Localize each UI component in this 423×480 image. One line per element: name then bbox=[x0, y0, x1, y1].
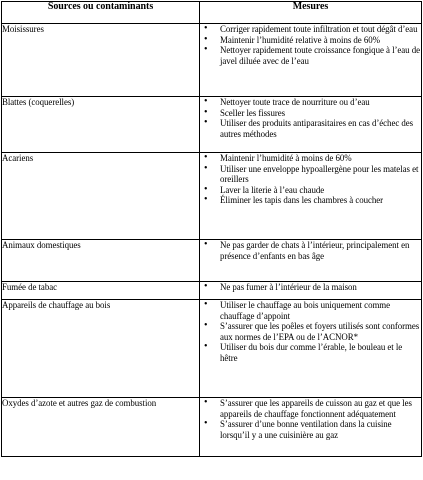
measure-item bbox=[200, 195, 421, 206]
bullet-icon: • bbox=[204, 183, 208, 195]
measure-text: Nettoyer rapidement toute croissance fongique à l’eau de javel diluée avec de l’eau bbox=[220, 45, 421, 66]
measures-cell bbox=[200, 282, 422, 300]
measures-cell bbox=[200, 153, 422, 240]
measure-item bbox=[200, 118, 421, 139]
measure-item bbox=[200, 185, 421, 196]
measures-table bbox=[1, 1, 422, 457]
bullet-icon: • bbox=[204, 33, 208, 45]
bullet-icon: • bbox=[204, 44, 208, 56]
measure-text: Maintenir l’humidité relative à moins de 60% bbox=[220, 34, 380, 45]
bullet-icon: • bbox=[204, 96, 208, 107]
measure-item bbox=[200, 398, 421, 419]
measure-item bbox=[200, 24, 421, 35]
bullet-icon: • bbox=[204, 194, 208, 206]
measure-item bbox=[200, 419, 421, 440]
bullet-icon: • bbox=[204, 162, 208, 174]
measure-text: Éliminer les tapis dans les chambres à coucher bbox=[220, 195, 384, 206]
measure-item bbox=[200, 282, 421, 293]
measures-list bbox=[200, 300, 421, 364]
measure-item bbox=[200, 240, 421, 261]
measure-text: Sceller les fissures bbox=[220, 107, 286, 118]
header-measures: Mesures bbox=[200, 2, 422, 24]
measure-text: S’assurer que les appareils de cuisson au gaz et que les appareils de chauffage fonctionnent adéquatement bbox=[220, 398, 412, 419]
measure-item bbox=[200, 45, 421, 66]
measures-cell bbox=[200, 97, 422, 153]
bullet-icon: • bbox=[204, 23, 208, 34]
bullet-icon: • bbox=[204, 397, 208, 408]
table-row bbox=[2, 24, 422, 97]
bullet-icon: • bbox=[204, 152, 208, 163]
measure-item bbox=[200, 342, 421, 363]
measures-list bbox=[200, 398, 421, 440]
table-row bbox=[2, 282, 422, 300]
measure-item bbox=[200, 108, 421, 119]
measures-list bbox=[200, 153, 421, 206]
source-cell: Oxydes d’azote et autres gaz de combustion bbox=[2, 398, 200, 457]
bullet-icon: • bbox=[204, 320, 208, 332]
measure-text: Laver la literie à l’eau chaude bbox=[220, 184, 325, 195]
measure-text: Corriger rapidement toute infiltration et tout dégât d’eau bbox=[220, 24, 418, 34]
table-row bbox=[2, 153, 422, 240]
source-cell: Moisissures bbox=[2, 24, 200, 97]
bullet-icon: • bbox=[204, 239, 208, 250]
measures-cell bbox=[200, 398, 422, 457]
measure-item bbox=[200, 321, 421, 342]
measures-list bbox=[200, 24, 421, 66]
bullet-icon: • bbox=[204, 341, 208, 353]
measures-list bbox=[200, 97, 421, 139]
table-row bbox=[2, 300, 422, 398]
measure-text: S’assurer que les poêles et foyers utilisés sont conformes aux normes de l’EPA ou de l’ACNOR* bbox=[220, 321, 420, 342]
measure-text: Ne pas garder de chats à l’intérieur, principalement en présence d’enfants en bas âge bbox=[220, 240, 410, 261]
source-cell: Appareils de chauffage au bois bbox=[2, 300, 200, 398]
measure-text: Utiliser du bois dur comme l’érable, le bouleau et le hêtre bbox=[220, 342, 403, 363]
bullet-icon: • bbox=[204, 281, 208, 292]
source-cell: Blattes (coquerelles) bbox=[2, 97, 200, 153]
measure-item bbox=[200, 153, 421, 164]
measure-item bbox=[200, 300, 421, 321]
measures-cell bbox=[200, 24, 422, 97]
measures-cell bbox=[200, 300, 422, 398]
measures-cell bbox=[200, 240, 422, 282]
measure-text: Ne pas fumer à l’intérieur de la maison bbox=[220, 282, 357, 292]
source-cell: Acariens bbox=[2, 153, 200, 240]
measure-item bbox=[200, 35, 421, 46]
measure-text: Maintenir l’humidité à moins de 60% bbox=[220, 153, 352, 163]
bullet-icon: • bbox=[204, 117, 208, 129]
measure-text: S’assurer d’une bonne ventilation dans la cuisine lorsqu’il y a une cuisinière au gaz bbox=[220, 419, 392, 440]
measure-text: Utiliser une enveloppe hypoallergène pour les matelas et oreillers bbox=[220, 163, 419, 185]
table-row bbox=[2, 240, 422, 282]
measures-list bbox=[200, 240, 421, 261]
table-row bbox=[2, 97, 422, 153]
header-sources: Sources ou contaminants bbox=[2, 2, 200, 24]
bullet-icon: • bbox=[204, 299, 208, 310]
measure-text: Nettoyer toute trace de nourriture ou d’eau bbox=[220, 97, 370, 107]
header-row bbox=[2, 2, 422, 24]
measures-list bbox=[200, 282, 421, 293]
bullet-icon: • bbox=[204, 106, 208, 118]
bullet-icon: • bbox=[204, 418, 208, 430]
source-cell: Fumée de tabac bbox=[2, 282, 200, 300]
measure-item bbox=[200, 97, 421, 108]
source-cell: Animaux domestiques bbox=[2, 240, 200, 282]
table-row bbox=[2, 398, 422, 457]
measure-item bbox=[200, 164, 421, 185]
measure-text: Utiliser des produits antiparasitaires en cas d’échec des autres méthodes bbox=[220, 118, 414, 139]
measure-text: Utiliser le chauffage au bois uniquement comme chauffage d’appoint bbox=[220, 300, 391, 321]
